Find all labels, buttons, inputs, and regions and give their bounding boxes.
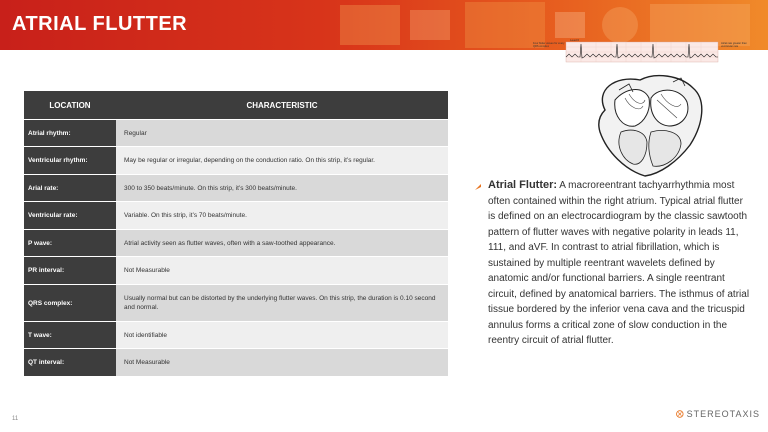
row-label: Ventricular rate: <box>24 202 116 229</box>
row-value: 300 to 350 beats/minute. On this strip, it’s 300 beats/minute. <box>116 175 448 201</box>
table-row <box>24 256 448 284</box>
description-paragraph <box>488 178 750 349</box>
description-body: A macroreentrant tachyarrhythmia most often contained within the right atrium. Typical atrial flutter is defined on an electrocardiogram by the classic sawtooth pattern of flutter waves with negative polarity in leads 11, 111, and aVF. In contrast to atrial fibrillation, which is sustained by multiple reentrant wavelets defined by anatomic and/or functional barriers. A single reentrant circuit, defined by anatomical barriers. The isthmus of atrial tissue bordered by the inferior vena cava and the tricuspid annulus forms a critical zone of slow conduction in the reentry circuit of atrial flutter. <box>488 180 750 346</box>
row-label: QT interval: <box>24 349 116 376</box>
column-header-characteristic: CHARACTERISTIC <box>246 100 318 110</box>
page-title: ATRIAL FLUTTER <box>12 13 188 35</box>
ecg-right-annotation: Atrial rate greater than ventricular rate <box>721 42 747 48</box>
bullet-icon <box>474 183 482 191</box>
heart-diagram <box>585 70 713 180</box>
ecg-strip <box>533 37 755 67</box>
row-label: P wave: <box>24 230 116 256</box>
table-row <box>24 201 448 229</box>
row-value: Usually normal but can be distorted by the underlying flutter waves. On this strip, the duration is 0.10 second and normal. <box>116 285 448 321</box>
description-lead: Atrial Flutter: <box>488 179 558 191</box>
table-row <box>24 284 448 321</box>
row-value: Not Measurable <box>116 349 448 376</box>
logo-wordmark: STEREOTAXIS <box>686 409 760 419</box>
row-value: Variable. On this strip, it’s 70 beats/minute. <box>116 202 448 229</box>
row-label: PR interval: <box>24 257 116 284</box>
page-number: 11 <box>12 416 19 422</box>
ecg-left-annotation: Four flutter waves for every QRS complex <box>533 42 565 48</box>
table-header <box>24 91 448 119</box>
row-label: Arial rate: <box>24 175 116 201</box>
ecg-lead-label: Lead II <box>570 38 580 42</box>
column-header-location: LOCATION <box>49 100 91 110</box>
row-value: May be regular or irregular, depending on the conduction ratio. On this strip, it’s regular. <box>116 147 448 174</box>
row-value: Not identifiable <box>116 322 448 348</box>
table-row <box>24 321 448 348</box>
table-row <box>24 348 448 376</box>
row-value: Not Measurable <box>116 257 448 284</box>
table-row <box>24 229 448 256</box>
row-label: Atrial rhythm: <box>24 120 116 146</box>
table-row <box>24 146 448 174</box>
characteristics-table <box>24 91 448 376</box>
logo-icon <box>676 407 684 421</box>
row-value: Atrial activity seen as flutter waves, often with a saw-toothed appearance. <box>116 230 448 256</box>
row-label: T wave: <box>24 322 116 348</box>
row-value: Regular <box>116 120 448 146</box>
table-row <box>24 119 448 146</box>
row-label: Ventricular rhythm: <box>24 147 116 174</box>
row-label: QRS complex: <box>24 285 116 321</box>
company-logo <box>676 405 760 423</box>
table-row <box>24 174 448 201</box>
